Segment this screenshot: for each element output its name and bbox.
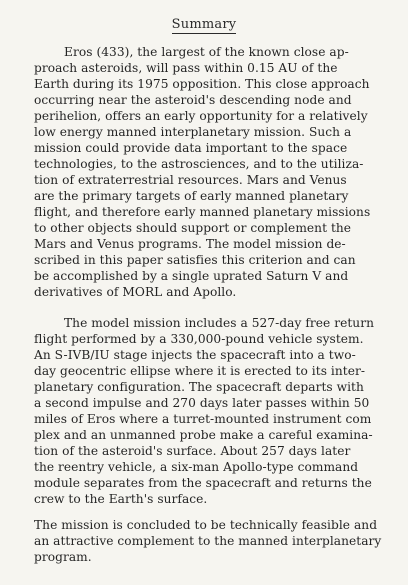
paragraph-3-line-3: program. (34, 550, 92, 564)
paragraph-2-line-1: The model mission includes a 527-day free return (64, 316, 374, 330)
paragraph-2-line-7: miles of Eros where a turret-mounted instrument com (34, 412, 372, 426)
paragraph-1-line-5: perihelion, offers an early opportunity for a relatively (34, 109, 368, 123)
paragraph-1-line-15: be accomplished by a single uprated Saturn V and (34, 269, 349, 283)
paragraph-1-line-14: scribed in this paper satisfies this criterion and can (34, 253, 356, 267)
paragraph-1-line-8: technologies, to the astrosciences, and to the utiliza- (34, 157, 364, 171)
summary-heading (0, 17, 408, 32)
paragraph-2-line-4: day geocentric ellipse where it is erected to its inter- (34, 364, 366, 378)
paragraph-1-line-3: Earth during its 1975 opposition. This close approach (34, 77, 370, 91)
paragraph-2-line-3: An S-IVB/IU stage injects the spacecraft into a two- (34, 348, 356, 362)
paragraph-2-line-2: flight performed by a 330,000-pound vehicle system. (34, 332, 364, 346)
summary-heading-text: Summary (171, 17, 237, 32)
paragraph-1-line-9: tion of extraterrestrial resources. Mars and Venus (34, 173, 347, 187)
paragraph-1-line-16: derivatives of MORL and Apollo. (34, 285, 237, 299)
paragraph-2-line-6: a second impulse and 270 days later passes within 50 (34, 396, 370, 410)
paragraph-1-line-12: to other objects should support or complement the (34, 221, 352, 235)
paragraph-1-line-6: low energy manned interplanetary mission. Such a (34, 125, 352, 139)
paragraph-2-line-12: crew to the Earth's surface. (34, 492, 208, 506)
paragraph-1-line-11: flight, and therefore early manned planetary missions (34, 205, 371, 219)
paragraph-2-line-8: plex and an unmanned probe make a careful examina- (34, 428, 373, 442)
paragraph-1-line-10: are the primary targets of early manned planetary (34, 189, 349, 203)
paragraph-1-line-13: Mars and Venus programs. The model mission de- (34, 237, 346, 251)
paragraph-2-line-9: tion of the asteroid's surface. About 257 days later (34, 444, 351, 458)
paragraph-1-line-7: mission could provide data important to the space (34, 141, 348, 155)
paragraph-2-line-5: planetary configuration. The spacecraft departs with (34, 380, 364, 394)
paragraph-1-line-4: occurring near the asteroid's descending node and (34, 93, 352, 107)
paragraph-2-line-10: the reentry vehicle, a six-man Apollo-type command (34, 460, 359, 474)
paragraph-3-line-2: an attractive complement to the manned interplanetary (34, 534, 382, 548)
paragraph-1-line-1: Eros (433), the largest of the known close ap- (64, 45, 349, 59)
paragraph-2-line-11: module separates from the spacecraft and returns the (34, 476, 372, 490)
paragraph-3-line-1: The mission is concluded to be technically feasible and (34, 518, 378, 532)
paragraph-1-line-2: proach asteroids, will pass within 0.15 AU of the (34, 61, 338, 75)
